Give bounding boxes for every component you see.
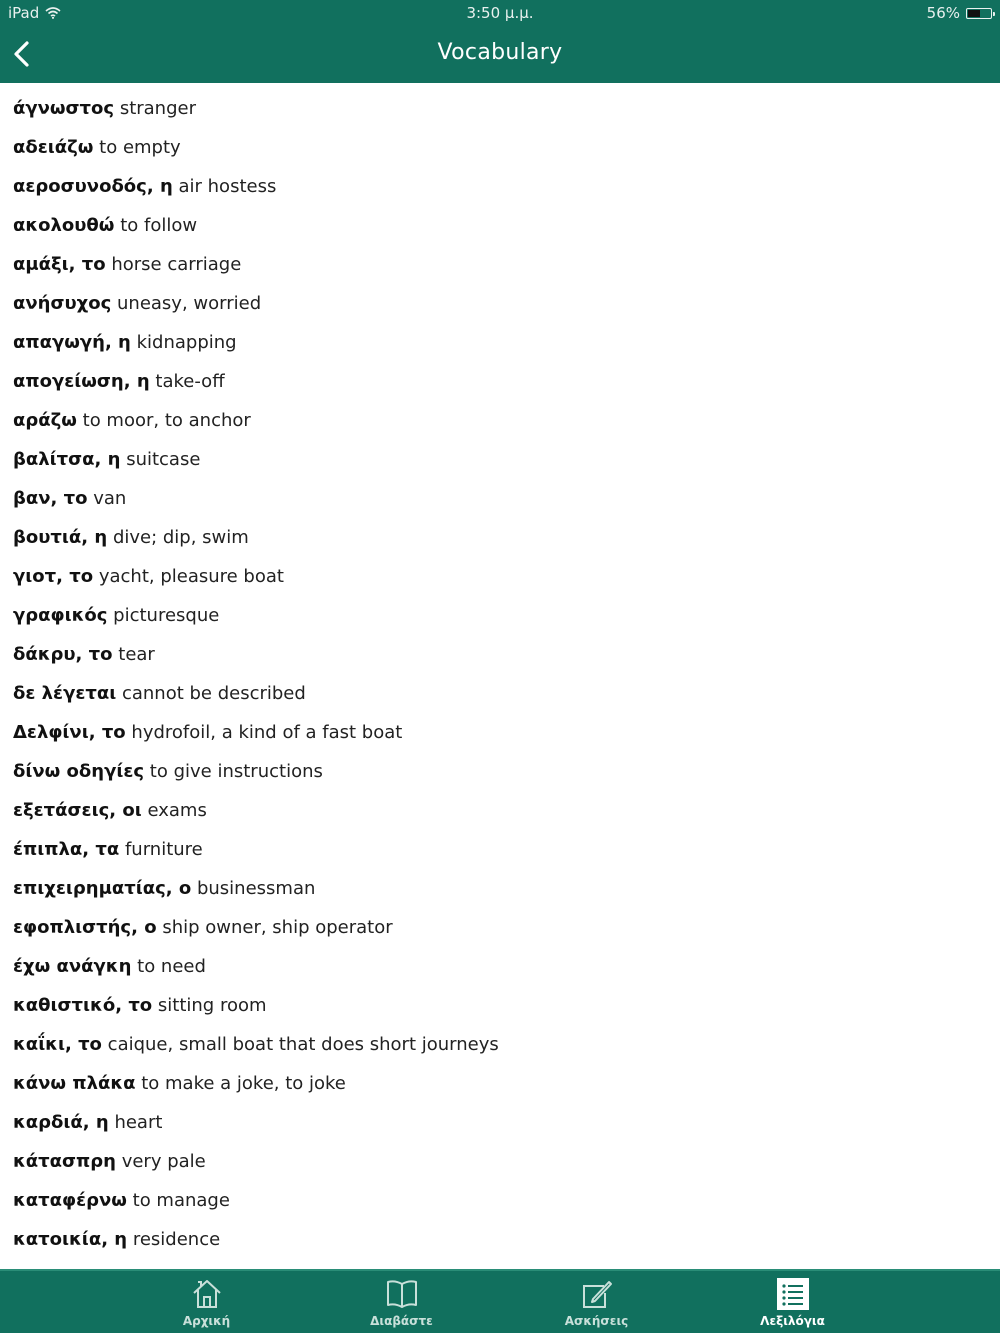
vocab-meaning: hydrofoil, a kind of a fast boat (131, 722, 403, 743)
tab-vocabulary-label: Λεξιλόγια (760, 1314, 825, 1328)
battery-icon (966, 8, 992, 19)
list-item[interactable] (13, 1103, 499, 1142)
edit-icon (580, 1277, 614, 1311)
list-item[interactable] (13, 323, 499, 362)
vocab-term: επιχειρηματίας, ο (13, 878, 192, 899)
vocab-term: αράζω (13, 410, 77, 431)
vocab-term: καθιστικό, το (13, 995, 153, 1016)
tab-home-label: Αρχική (182, 1314, 231, 1328)
vocab-meaning: to empty (99, 137, 181, 158)
list-item[interactable] (13, 713, 499, 752)
tab-read[interactable] (304, 1271, 499, 1333)
list-item[interactable] (13, 1142, 499, 1181)
list-item[interactable] (13, 89, 499, 128)
vocab-term: Δελφίνι, το (13, 722, 126, 743)
list-item[interactable] (13, 128, 499, 167)
list-item[interactable] (13, 674, 499, 713)
list-item[interactable] (13, 830, 499, 869)
vocab-meaning: to manage (132, 1190, 230, 1211)
list-item[interactable] (13, 596, 499, 635)
vocab-term: έπιπλα, τα (13, 839, 120, 860)
vocab-term: κατοικία, η (13, 1229, 128, 1250)
vocab-term: έχω ανάγκη (13, 956, 132, 977)
list-item[interactable] (13, 401, 499, 440)
vocab-term: καταφέρνω (13, 1190, 127, 1211)
vocab-meaning: to give instructions (149, 761, 323, 782)
vocab-term: καρδιά, η (13, 1112, 109, 1133)
vocab-term: απογείωση, η (13, 371, 150, 392)
home-icon (190, 1277, 224, 1311)
vocab-term: αεροσυνοδός, η (13, 176, 173, 197)
list-item[interactable] (13, 1181, 499, 1220)
vocab-meaning: yacht, pleasure boat (98, 566, 284, 587)
vocab-meaning: sitting room (157, 995, 267, 1016)
page-title: Vocabulary (437, 40, 563, 65)
device-label: iPad (8, 4, 40, 22)
vocab-meaning: businessman (196, 878, 316, 899)
vocabulary-list (13, 89, 499, 1259)
navigation-bar (0, 0, 1000, 83)
vocab-meaning: dive; dip, swim (112, 527, 249, 548)
list-item[interactable] (13, 1025, 499, 1064)
vocab-term: αδειάζω (13, 137, 94, 158)
list-item[interactable] (13, 362, 499, 401)
vocab-term: αμάξι, το (13, 254, 106, 275)
vocab-meaning: to need (137, 956, 206, 977)
vocab-term: ακολουθώ (13, 215, 115, 236)
vocab-meaning: very pale (121, 1151, 206, 1172)
vocab-meaning: cannot be described (121, 683, 306, 704)
vocab-meaning: stranger (119, 98, 196, 119)
vocab-term: δάκρυ, το (13, 644, 113, 665)
tab-bar (0, 1269, 1000, 1333)
list-icon (776, 1277, 810, 1311)
list-item[interactable] (13, 245, 499, 284)
status-bar-right (927, 4, 992, 22)
vocab-meaning: take-off (155, 371, 225, 392)
list-item[interactable] (13, 440, 499, 479)
vocab-meaning: uneasy, worried (117, 293, 262, 314)
list-item[interactable] (13, 635, 499, 674)
vocab-term: κάνω πλάκα (13, 1073, 136, 1094)
vocab-meaning: heart (114, 1112, 163, 1133)
list-item[interactable] (13, 908, 499, 947)
list-item[interactable] (13, 206, 499, 245)
list-item[interactable] (13, 518, 499, 557)
list-item[interactable] (13, 1220, 499, 1259)
vocab-meaning: kidnapping (136, 332, 237, 353)
list-item[interactable] (13, 557, 499, 596)
vocab-meaning: horse carriage (111, 254, 242, 275)
vocab-meaning: caique, small boat that does short journeys (107, 1034, 499, 1055)
vocab-term: ανήσυχος (13, 293, 112, 314)
vocab-meaning: to follow (120, 215, 198, 236)
vocab-term: γραφικός (13, 605, 108, 626)
vocab-meaning: tear (118, 644, 155, 665)
vocab-term: καΐκι, το (13, 1034, 102, 1055)
tab-exercises-label: Ασκήσεις (564, 1314, 629, 1328)
vocab-term: δίνω οδηγίες (13, 761, 145, 782)
list-item[interactable] (13, 791, 499, 830)
vocab-term: εφοπλιστής, ο (13, 917, 157, 938)
battery-percentage: 56% (926, 4, 960, 22)
status-time: 3:50 μ.μ. (466, 4, 534, 22)
vocab-meaning: to make a joke, to joke (141, 1073, 346, 1094)
list-item[interactable] (13, 869, 499, 908)
vocab-meaning: ship owner, ship operator (162, 917, 393, 938)
vocab-meaning: air hostess (178, 176, 277, 197)
vocab-meaning: exams (147, 800, 207, 821)
vocab-term: δε λέγεται (13, 683, 117, 704)
vocab-meaning: picturesque (113, 605, 220, 626)
battery-level (968, 10, 980, 17)
list-item[interactable] (13, 1064, 499, 1103)
vocab-term: εξετάσεις, οι (13, 800, 142, 821)
list-item[interactable] (13, 167, 499, 206)
list-item[interactable] (13, 479, 499, 518)
vocab-term: βαν, το (13, 488, 88, 509)
tab-exercises[interactable] (499, 1271, 694, 1333)
vocab-meaning: to moor, to anchor (82, 410, 251, 431)
list-item[interactable] (13, 284, 499, 323)
list-item[interactable] (13, 947, 499, 986)
vocab-term: απαγωγή, η (13, 332, 131, 353)
list-item[interactable] (13, 986, 499, 1025)
book-icon (385, 1277, 419, 1311)
tab-read-label: Διαβάστε (370, 1314, 433, 1328)
vocab-term: βουτιά, η (13, 527, 108, 548)
vocab-meaning: suitcase (126, 449, 201, 470)
tab-home[interactable] (109, 1271, 304, 1333)
vocab-meaning: van (93, 488, 127, 509)
vocab-meaning: furniture (124, 839, 203, 860)
vocab-term: γιοτ, το (13, 566, 94, 587)
vocab-term: κάτασπρη (13, 1151, 116, 1172)
vocab-meaning: residence (132, 1229, 221, 1250)
vocab-term: άγνωστος (13, 98, 115, 119)
tab-vocabulary[interactable] (695, 1271, 890, 1333)
vocab-term: βαλίτσα, η (13, 449, 121, 470)
list-item[interactable] (13, 752, 499, 791)
